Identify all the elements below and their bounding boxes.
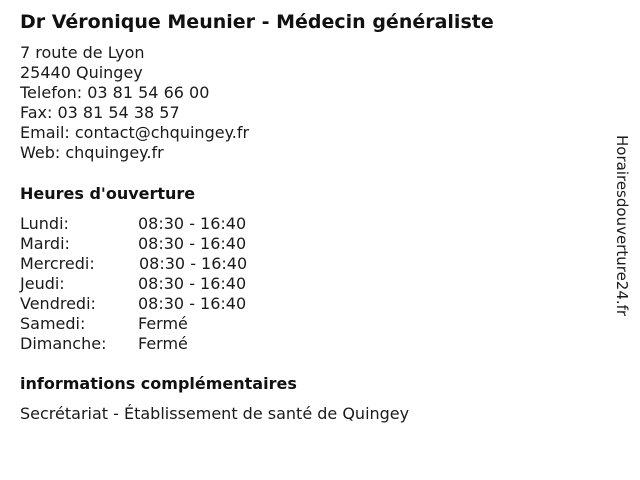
info-text: Secrétariat - Établissement de santé de Quingey	[20, 404, 410, 423]
hours-row-lundi	[20, 214, 320, 234]
opening-hours-list	[20, 214, 320, 354]
hours-time: 08:30 - 16:40	[138, 294, 247, 313]
hours-time: Fermé	[138, 334, 188, 353]
hours-day: Lundi:	[20, 214, 69, 233]
hours-row-dimanche	[20, 334, 320, 354]
site-watermark: Horairesdouverture24.fr	[613, 135, 631, 317]
address-city: 25440 Quingey	[20, 63, 143, 82]
website: Web: chquingey.fr	[20, 143, 164, 162]
hours-row-mercredi	[20, 254, 320, 274]
hours-time: 08:30 - 16:40	[138, 214, 247, 233]
hours-row-jeudi	[20, 274, 320, 294]
info-heading: informations complémentaires	[20, 374, 297, 393]
hours-day: Mercredi:	[20, 254, 95, 273]
hours-time: 08:30 - 16:40	[138, 274, 247, 293]
hours-time: 08:30 - 16:40	[138, 234, 247, 253]
email-address: Email: contact@chquingey.fr	[20, 123, 250, 142]
phone-number: Telefon: 03 81 54 66 00	[20, 83, 210, 102]
hours-day: Samedi:	[20, 314, 86, 333]
hours-row-mardi	[20, 234, 320, 254]
hours-day: Dimanche:	[20, 334, 107, 353]
hours-day: Vendredi:	[20, 294, 96, 313]
hours-day: Mardi:	[20, 234, 70, 253]
hours-day: Jeudi:	[20, 274, 65, 293]
hours-time: Fermé	[138, 314, 188, 333]
address-block	[20, 43, 249, 163]
page-title: Dr Véronique Meunier - Médecin généraliste	[20, 11, 494, 33]
hours-time: 08:30 - 16:40	[139, 254, 248, 273]
address-street: 7 route de Lyon	[20, 43, 145, 62]
hours-row-samedi	[20, 314, 320, 334]
hours-heading: Heures d'ouverture	[20, 184, 196, 203]
hours-row-vendredi	[20, 294, 320, 314]
fax-number: Fax: 03 81 54 38 57	[20, 103, 180, 122]
